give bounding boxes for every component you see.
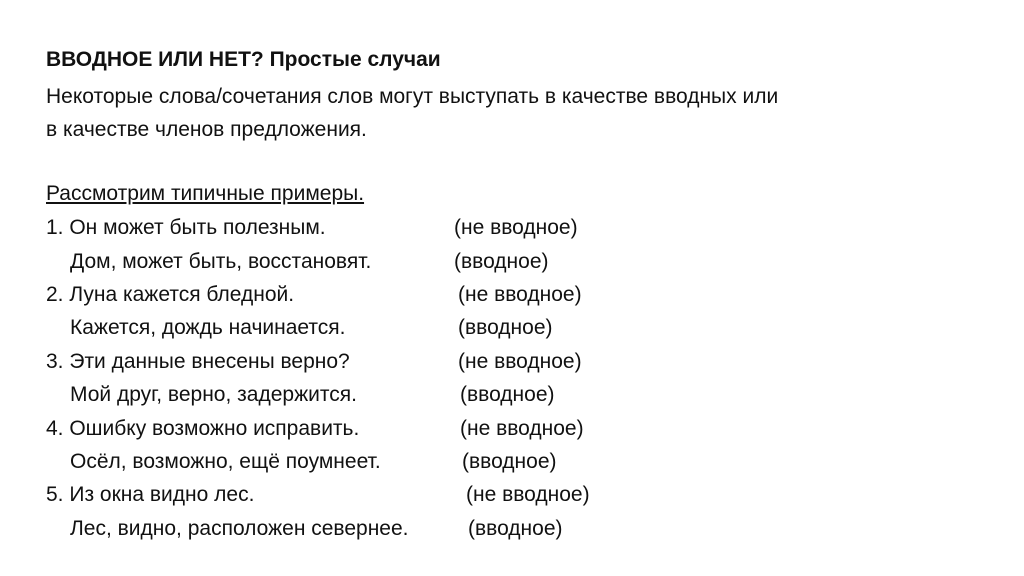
example-note: (вводное) xyxy=(454,250,549,273)
example-sentence: Осёл, возможно, ещё поумнеет. xyxy=(70,450,381,473)
example-note: (не вводное) xyxy=(454,216,578,239)
example-note: (не вводное) xyxy=(458,350,582,373)
example-sentence: 3. Эти данные внесены верно? xyxy=(46,350,350,373)
example-sentence: Дом, может быть, восстановят. xyxy=(70,250,372,273)
example-sentence: 2. Луна кажется бледной. xyxy=(46,283,295,306)
example-sentence: Мой друг, верно, задержится. xyxy=(70,383,357,406)
example-sentence: Лес, видно, расположен севернее. xyxy=(70,517,409,540)
example-note: (не вводное) xyxy=(458,283,582,306)
example-note: (вводное) xyxy=(462,450,557,473)
example-sentence: 1. Он может быть полезным. xyxy=(46,216,326,239)
example-note: (вводное) xyxy=(460,383,555,406)
example-note: (вводное) xyxy=(468,517,563,540)
intro-line-1: Некоторые слова/сочетания слов могут выступать в качестве вводных или xyxy=(46,85,779,108)
example-sentence: Кажется, дождь начинается. xyxy=(70,316,346,339)
example-note: (не вводное) xyxy=(466,483,590,506)
example-sentence: 5. Из окна видно лес. xyxy=(46,483,255,506)
intro-line-2: в качестве членов предложения. xyxy=(46,118,367,141)
slide-title: ВВОДНОЕ ИЛИ НЕТ? Простые случаи xyxy=(46,48,441,71)
examples-heading: Рассмотрим типичные примеры. xyxy=(46,182,365,205)
example-sentence: 4. Ошибку возможно исправить. xyxy=(46,417,360,440)
example-note: (не вводное) xyxy=(460,417,584,440)
example-note: (вводное) xyxy=(458,316,553,339)
